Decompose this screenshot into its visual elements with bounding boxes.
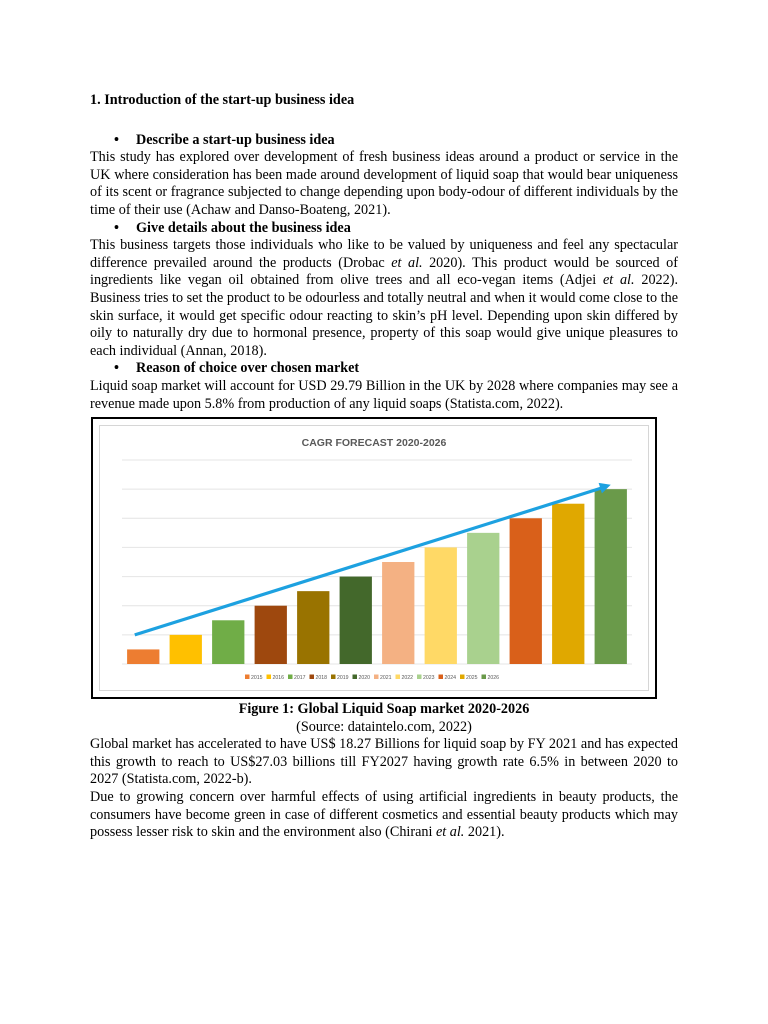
bullet-dot: • bbox=[114, 219, 119, 236]
paragraph-global-market: Global market has accelerated to have US$ 18.27 Billions for liquid soap by FY 2021 and has expected this growth to reach to US$27.03 billions till FY2027 having growth rate 6.5% in between 2020 to 2027 (Statista.com, 2022-b). bbox=[90, 736, 678, 788]
figure-caption: Figure 1: Global Liquid Soap market 2020-2026 bbox=[238, 701, 530, 718]
legend-label-2020: 2020 bbox=[358, 675, 371, 682]
figure-chart bbox=[91, 417, 657, 699]
legend-label-2015: 2015 bbox=[251, 675, 263, 682]
paragraph-details: This business targets those individuals who like to be valued by uniqueness and feel any spectacular difference prevailed around the products (Drobac et al. 2020). This product would be sourced of ingredients like vegan oil obtained from olive trees and all eco-vegan items (Adjei et al. 2022). Business tries to set the product to be odourless and totally neutral and when it would come close to the skin surface, it would get specific odour reacting to skin’s pH level. Depending upon skin differed by oily to naturally dry due to hormonal presence, property of this soap would give unique pleasures to each individual (Annan, 2018). bbox=[90, 237, 678, 359]
bar-chart bbox=[100, 426, 648, 690]
bullet-describe: • Describe a start-up business idea bbox=[114, 131, 335, 148]
legend-swatch-2018 bbox=[310, 675, 315, 680]
legend-label-2025: 2025 bbox=[466, 675, 478, 682]
legend-label-2022: 2022 bbox=[401, 675, 414, 682]
legend-swatch-2017 bbox=[288, 675, 293, 680]
legend-label-2016: 2016 bbox=[272, 675, 285, 682]
legend-swatch-2019 bbox=[331, 675, 336, 680]
bar-2018 bbox=[255, 606, 287, 664]
legend-swatch-2024 bbox=[439, 675, 444, 680]
bullet-details: • Give details about the business idea bbox=[114, 219, 351, 236]
legend-swatch-2015 bbox=[245, 675, 250, 680]
paragraph-describe: This study has explored over development of fresh business ideas around a product or service in the UK where consideration has been made around development of liquid soap that would bear uniqueness of its scent or fragrance subjected to change depending upon body-odour of different individuals by the time of their use (Achaw and Danso-Boateng, 2021). bbox=[90, 149, 678, 218]
bar-2015 bbox=[127, 650, 159, 665]
bar-2024 bbox=[510, 518, 542, 664]
bar-2021 bbox=[382, 562, 414, 664]
bar-2016 bbox=[170, 635, 202, 664]
legend-swatch-2021 bbox=[374, 675, 379, 680]
legend-swatch-2023 bbox=[417, 675, 422, 680]
bar-2026 bbox=[595, 489, 627, 664]
section-heading: 1. Introduction of the start-up business idea bbox=[90, 92, 355, 108]
legend-label-2026: 2026 bbox=[487, 675, 500, 682]
legend-swatch-2022 bbox=[396, 675, 401, 680]
legend-label-2023: 2023 bbox=[423, 675, 435, 682]
bullet-dot: • bbox=[114, 131, 119, 148]
bar-2019 bbox=[297, 591, 329, 664]
bar-2017 bbox=[212, 620, 244, 664]
paragraph-green-consumers: Due to growing concern over harmful effects of using artificial ingredients in beauty products, the consumers have become green in case of different cosmetics and essential beauty products which may possess lesser risk to skin and the environment also (Chirani et al. 2021). bbox=[90, 789, 678, 841]
legend-swatch-2026 bbox=[482, 675, 487, 680]
legend-label-2019: 2019 bbox=[337, 675, 349, 682]
legend-label-2017: 2017 bbox=[294, 675, 306, 682]
legend-label-2021: 2021 bbox=[380, 675, 392, 682]
bullet-reason: • Reason of choice over chosen market bbox=[114, 360, 360, 377]
bullet-dot: • bbox=[114, 360, 119, 377]
bar-2020 bbox=[340, 577, 372, 664]
legend-label-2024: 2024 bbox=[444, 675, 457, 682]
paragraph-reason: Liquid soap market will account for USD 29.79 Billion in the UK by 2028 where companies may see a revenue made upon 5.8% from production of any liquid soaps (Statista.com, 2022). bbox=[90, 377, 678, 412]
legend-swatch-2016 bbox=[267, 675, 272, 680]
legend-swatch-2025 bbox=[460, 675, 465, 680]
figure-source: (Source: dataintelo.com, 2022) bbox=[296, 718, 472, 735]
bar-2025 bbox=[552, 504, 584, 664]
bar-2022 bbox=[425, 548, 457, 665]
bar-2023 bbox=[467, 533, 499, 664]
chart-title: CAGR FORECAST 2020-2026 bbox=[301, 437, 447, 450]
document-page bbox=[90, 92, 678, 842]
legend-swatch-2020 bbox=[353, 675, 358, 680]
legend-label-2018: 2018 bbox=[315, 675, 328, 682]
chart-area bbox=[99, 425, 649, 691]
